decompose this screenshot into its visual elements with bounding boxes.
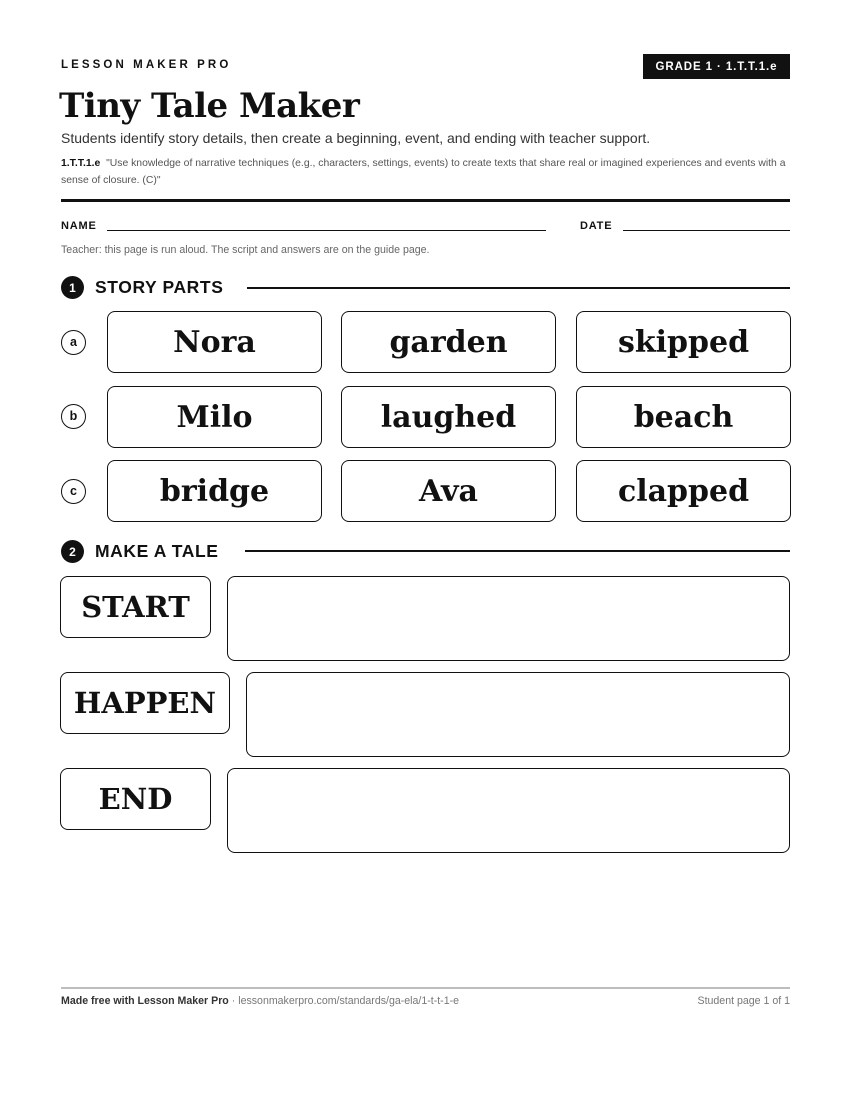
tale-label-start: START: [60, 576, 211, 638]
date-field[interactable]: [623, 230, 790, 231]
brand-name: LESSON MAKER PRO: [61, 59, 232, 71]
section-rule: [245, 550, 790, 552]
word-card[interactable]: beach: [576, 386, 791, 448]
word-card[interactable]: Nora: [107, 311, 322, 373]
standard-text: "Use knowledge of narrative techniques (e.g., characters, settings, events) to create texts that share real or imagined experiences and events with a sense of closure. (C)": [61, 158, 786, 186]
header-divider: [61, 199, 790, 202]
word-card[interactable]: clapped: [576, 460, 791, 522]
footer-made-with: Made free with Lesson Maker Pro: [61, 995, 229, 1007]
start-writing-box[interactable]: [227, 576, 790, 661]
footer-url: · lessonmakerpro.com/standards/ga-ela/1-t-t-1-e: [228, 995, 460, 1007]
section-make-a-tale-header: [61, 540, 219, 563]
footer-credit: [61, 995, 459, 1007]
tale-label-happen: HAPPEN: [60, 672, 230, 734]
row-letter-b: b: [61, 404, 86, 429]
word-card[interactable]: laughed: [341, 386, 556, 448]
page-title: Tiny Tale Maker: [59, 86, 360, 126]
section-title: MAKE A TALE: [95, 541, 219, 561]
name-label: NAME: [61, 220, 97, 232]
standard-description: [61, 155, 791, 189]
end-writing-box[interactable]: [227, 768, 790, 853]
footer-divider: [61, 987, 790, 989]
section-rule: [247, 287, 790, 289]
standard-code: 1.T.T.1.e: [61, 158, 101, 169]
word-card[interactable]: Ava: [341, 460, 556, 522]
teacher-note: Teacher: this page is run aloud. The script and answers are on the guide page.: [61, 244, 430, 256]
footer-page-number: Student page 1 of 1: [697, 995, 790, 1007]
section-title: STORY PARTS: [95, 277, 224, 297]
page-subtitle: Students identify story details, then create a beginning, event, and ending with teacher support.: [61, 130, 651, 146]
section-number-badge: 2: [61, 540, 84, 563]
section-story-parts-header: [61, 276, 223, 299]
tale-label-end: END: [60, 768, 211, 830]
name-field[interactable]: [107, 230, 546, 231]
word-card[interactable]: skipped: [576, 311, 791, 373]
word-card[interactable]: bridge: [107, 460, 322, 522]
word-card[interactable]: Milo: [107, 386, 322, 448]
section-number-badge: 1: [61, 276, 84, 299]
date-label: DATE: [580, 220, 613, 232]
word-card[interactable]: garden: [341, 311, 556, 373]
grade-badge: GRADE 1 · 1.T.T.1.e: [643, 54, 790, 79]
row-letter-c: c: [61, 479, 86, 504]
happen-writing-box[interactable]: [246, 672, 790, 757]
row-letter-a: a: [61, 330, 86, 355]
